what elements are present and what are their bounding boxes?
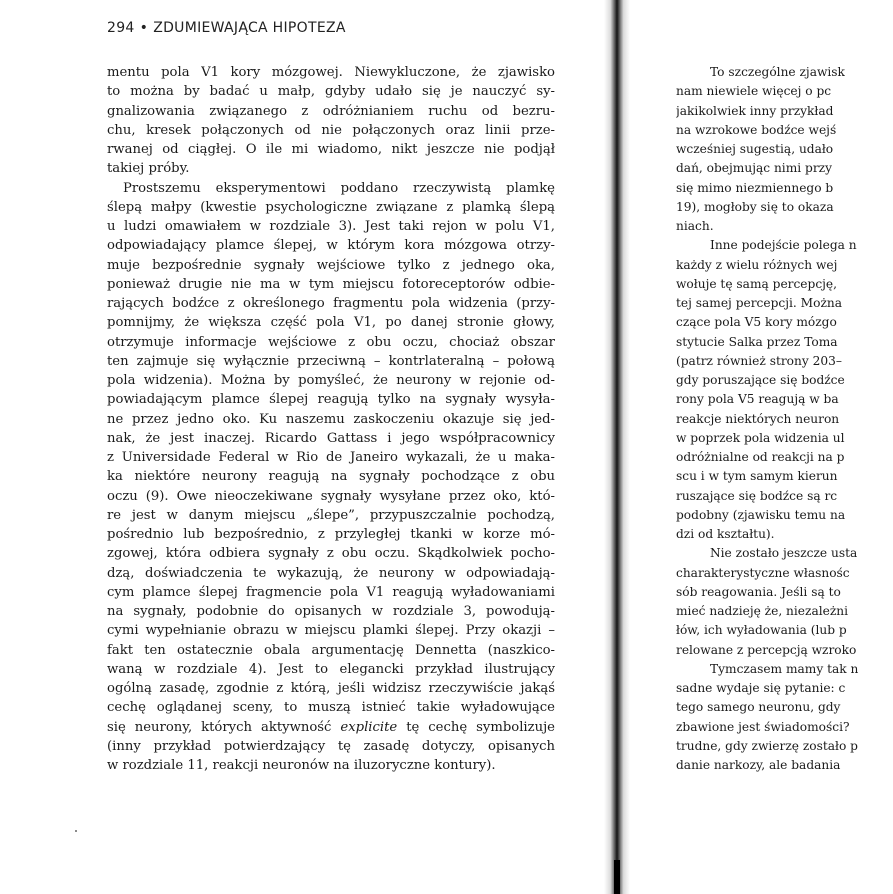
running-header	[107, 20, 346, 36]
text-line: w rozdziale 11, reakcji neuronów na iluzoryczne kontury).	[107, 758, 496, 773]
text-line: pomnijmy, że większa część pola V1, po danej stronie głowy,	[107, 315, 555, 331]
text-line: dań, obejmując nimi przy	[676, 161, 832, 176]
text-line: z Universidade Federal w Rio de Janeiro wykazali, że u maka-	[107, 450, 555, 465]
text-line: zgowej, która odbiera sygnały z obu oczu. Skądkolwiek pocho-	[107, 546, 555, 562]
text-line: wcześniej sugestią, udało	[676, 142, 834, 156]
text-line: nam niewiele więcej o pc	[676, 84, 832, 99]
text-line: trudne, gdy zwierzę zostało p	[676, 738, 858, 753]
text-line: muje bezpośrednie sygnały wejściowe tylko z jednego oka,	[107, 257, 555, 273]
text-line: waną w rozdziale 4). Jest to elegancki przykład ilustrujący	[107, 661, 555, 677]
text-line: to można by badać u małp, gdyby udało się je nauczyć sy-	[107, 84, 555, 100]
text-line: takiej próby.	[107, 161, 190, 177]
text-line: Inne podejście polega n	[710, 238, 857, 253]
text-line: To szczególne zjawisk	[710, 65, 845, 79]
text-line: czące pola V5 kory mózgo	[676, 315, 837, 330]
right-body-text	[676, 63, 893, 775]
text-line: niach.	[676, 219, 714, 233]
text-line: ponieważ drugie nie ma w tym miejscu fotoreceptorów odbie-	[107, 276, 555, 292]
spine-shadow	[614, 860, 620, 894]
text-line: podobny (zjawisku temu na	[676, 507, 846, 522]
text-line: ka niektóre neurony reagują na sygnały pochodzące z obu	[107, 469, 555, 485]
text-line: w poprzek pola widzenia ul	[676, 430, 845, 445]
scan-speck	[75, 830, 77, 832]
text-line: scu i w tym samym kierun	[676, 469, 838, 484]
text-line: ten zajmuje się wyłącznie przeciwną – kontrlateralną – połową	[107, 353, 555, 369]
text-line: odróżnialne od reakcji na p	[676, 450, 845, 464]
text-line: stytucie Salka przez Toma	[676, 334, 838, 349]
text-line: gnalizowania związanego z odróżnianiem ruchu od bezru-	[107, 103, 555, 119]
text-line: się mimo niezmiennego b	[676, 180, 834, 195]
text-line: sób reagowania. Jeśli są to	[676, 584, 841, 599]
page-number: 294	[107, 20, 135, 36]
text-line: rwanej od ciągłej. O ile mi wiadomo, nikt jeszcze nie podjął	[107, 142, 555, 157]
text-line: mentu pola V1 kory mózgowej. Niewykluczone, że zjawisko	[107, 65, 555, 80]
text-line: re jest w danym miejscu „ślepe”, przypuszczalnie pochodzą,	[107, 507, 555, 523]
text-line: cym plamce ślepej fragmencie pola V1 reagują wyładowaniami	[107, 584, 555, 600]
text-line: na sygnały, podobnie do opisanych w rozdziale 3, powodują-	[107, 604, 555, 619]
text-line: tej samej percepcji. Można	[676, 296, 842, 310]
text-line-part: się neurony, których aktywność	[107, 719, 341, 735]
text-line: ruszające się bodźce są rc	[676, 488, 838, 503]
text-line: rony pola V5 reagują w ba	[676, 392, 839, 407]
text-line: 19), mogłoby się to okaza	[676, 199, 834, 214]
italic-term: explicite	[340, 719, 398, 735]
text-line: na wzrokowe bodźce wejś	[676, 122, 837, 137]
text-line: wołuje tę samą percepcję,	[676, 276, 838, 291]
running-title: ZDUMIEWAJĄCA HIPOTEZA	[153, 20, 346, 36]
text-line	[107, 718, 555, 737]
text-line: ślepą małpy (kwestie psychologiczne związane z plamką ślepą	[107, 199, 555, 215]
left-body-text	[107, 63, 555, 775]
text-line: relowane z percepcją wzroko	[676, 642, 857, 657]
text-line: cechę oglądanej sceny, to muszą istnieć takie wyładowujące	[107, 700, 555, 716]
text-line: zbawione jest świadomości?	[676, 719, 850, 734]
text-line: (patrz również strony 203–	[676, 353, 842, 368]
text-line: (inny przykład potwierdzający tę zasadę dotyczy, opisanych	[107, 738, 555, 754]
text-line: łów, ich wyładowania (lub p	[676, 623, 847, 638]
text-line: mieć nadzieję że, niezależni	[676, 604, 848, 618]
text-line: pola widzenia). Można by pomyśleć, że neurony w rejonie od-	[107, 373, 555, 388]
text-line: reakcje niektórych neuron	[676, 411, 840, 426]
right-page	[632, 0, 893, 894]
text-line: sadne wydaje się pytanie: c	[676, 681, 846, 695]
text-line: u ludzi omawiałem w rozdziale 3). Jest taki rejon w polu V1,	[107, 219, 555, 234]
text-line: nak, że jest inaczej. Ricardo Gattass i jego współpracownicy	[107, 430, 555, 446]
text-line: odpowiadający plamce ślepej, w którym kora mózgowa otrzy-	[107, 238, 555, 254]
text-line: Tymczasem mamy tak n	[710, 661, 859, 676]
text-line: gdy poruszające się bodźce	[676, 373, 845, 387]
text-line: Nie zostało jeszcze usta	[710, 546, 858, 561]
text-line: oczu (9). Owe nieoczekiwane sygnały wysyłane przez oko, któ-	[107, 488, 555, 504]
text-line: danie narkozy, ale badania	[676, 758, 841, 772]
text-line: cymi wypełnianie obrazu w miejscu plamki ślepej. Przy okazji –	[107, 623, 555, 639]
text-line: charakterystyczne własnośc	[676, 565, 850, 580]
text-line: dzi od kształtu).	[676, 527, 775, 541]
text-line: ogólną zasadę, zgodnie z którą, jeśli widzisz rzeczywiście jakąś	[107, 681, 555, 696]
text-line: chu, kresek połączonych od nie połączonych oraz linii prze-	[107, 122, 555, 138]
text-line: jakikolwiek inny przykład	[676, 103, 834, 118]
text-line: dzą, doświadczenia te wykazują, że neurony w odpowiadają-	[107, 565, 555, 581]
text-line: powiadającym plamce ślepej reagują tylko na sygnały wysyła-	[107, 392, 555, 408]
header-separator: •	[139, 20, 149, 36]
text-line: tego samego neuronu, gdy	[676, 700, 841, 715]
text-line: fakt ten ostatecznie obala argumentację Dennetta (naszkico-	[107, 642, 555, 658]
text-line: Prostszemu eksperymentowi poddano rzeczywistą plamkę	[123, 180, 555, 196]
text-line: pośrednio lub bezpośrednio, z przyległej tkanki w korze mó-	[107, 527, 555, 542]
text-line: ne przez jedno oko. Ku naszemu zaskoczeniu okazuje się jed-	[107, 411, 555, 427]
text-line-part: tę cechę symbolizuje	[397, 719, 555, 735]
text-line: rających bodźce z określonego fragmentu pola widzenia (przy-	[107, 296, 555, 311]
book-spine	[604, 0, 630, 894]
text-line: każdy z wielu różnych wej	[676, 257, 838, 272]
text-line: otrzymuje informacje wejściowe z obu oczu, chociaż obszar	[107, 334, 555, 350]
